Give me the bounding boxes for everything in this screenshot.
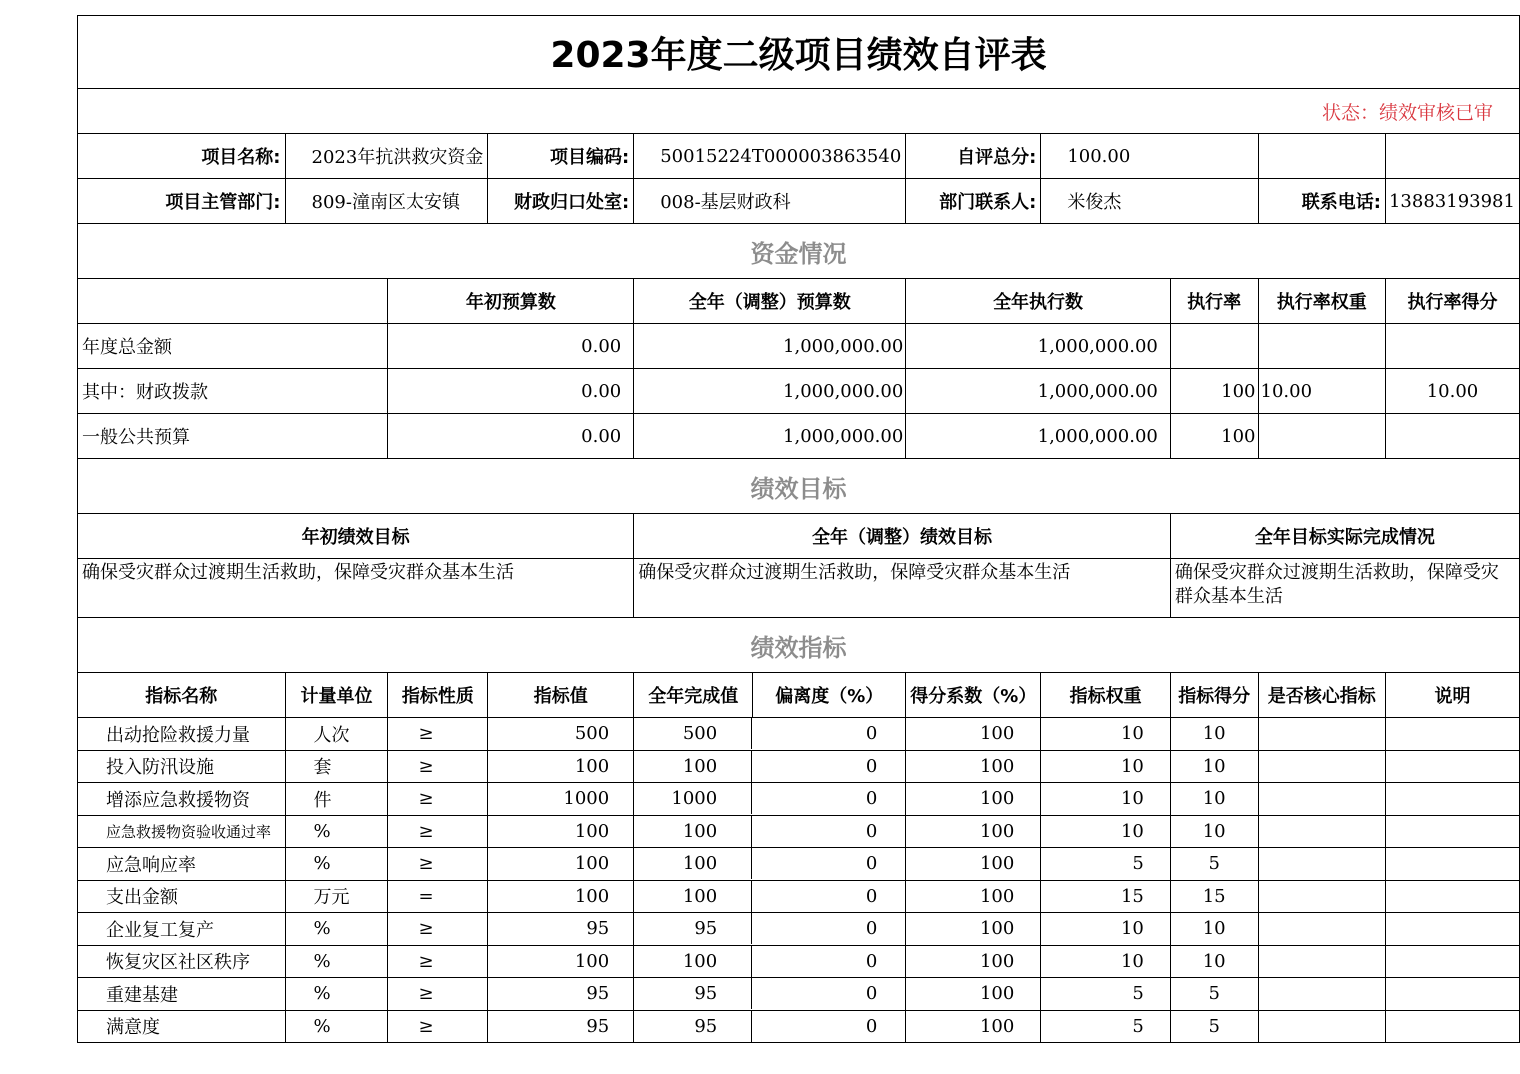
- indicator-coef: 100: [906, 913, 1041, 946]
- funds-weight: [1258, 414, 1385, 459]
- funds-weight: 10.00: [1258, 369, 1385, 414]
- indicator-unit: %: [285, 913, 388, 946]
- split-wrapper: [634, 1011, 905, 1042]
- funds-header: 年初预算数: [388, 279, 634, 324]
- indicator-coef: 100: [906, 848, 1041, 881]
- indicator-score: 10: [1170, 945, 1258, 978]
- funds-section-title: 资金情况: [78, 224, 1520, 279]
- indicator-core: [1258, 978, 1385, 1011]
- funds-header: 全年执行数: [906, 279, 1171, 324]
- indicator-split-cell: [634, 815, 906, 848]
- indicator-row: [78, 913, 1520, 946]
- funds-row-name: 一般公共预算: [78, 414, 388, 459]
- indicator-header: 全年完成值: [634, 673, 753, 717]
- indicator-target: 500: [488, 718, 634, 751]
- project-name-value: 2023年抗洪救灾资金: [285, 134, 488, 179]
- indicator-unit: %: [285, 978, 388, 1011]
- indicator-split-cell: [634, 848, 906, 881]
- indicator-weight: 10: [1041, 718, 1171, 751]
- indicator-unit: %: [285, 1010, 388, 1043]
- split-wrapper: [634, 673, 905, 717]
- funds-row: [78, 324, 1520, 369]
- indicator-actual: 100: [634, 751, 752, 782]
- funds-header: 执行率: [1170, 279, 1258, 324]
- goal-initial: 确保受灾群众过渡期生活救助，保障受灾群众基本生活: [78, 559, 634, 618]
- project-code-label: 项目编码:: [488, 134, 634, 179]
- funds-executed: 1,000,000.00: [906, 414, 1171, 459]
- empty-cell: [1258, 134, 1385, 179]
- funds-row-name: 其中：财政拨款: [78, 369, 388, 414]
- indicator-unit: %: [285, 945, 388, 978]
- indicator-header: 计量单位: [285, 673, 388, 718]
- indicator-target: 100: [488, 815, 634, 848]
- split-wrapper: [634, 718, 905, 749]
- indicator-target: 95: [488, 1010, 634, 1043]
- indicator-name: 企业复工复产: [78, 913, 286, 946]
- indicator-target: 100: [488, 848, 634, 881]
- indicator-score: 10: [1170, 718, 1258, 751]
- indicator-row: [78, 848, 1520, 881]
- indicator-nature: ≥: [388, 783, 488, 816]
- funds-row: [78, 414, 1520, 459]
- indicator-weight: 5: [1041, 1010, 1171, 1043]
- indicator-row: [78, 750, 1520, 783]
- indicator-score: 10: [1170, 783, 1258, 816]
- indicator-header-split: [634, 673, 906, 718]
- indicator-deviation: 0: [865, 755, 878, 777]
- indicator-row: [78, 880, 1520, 913]
- indicator-row: [78, 815, 1520, 848]
- indicator-nature: ≥: [388, 848, 488, 881]
- indicator-deviation: 0: [865, 853, 878, 875]
- indicator-target: 95: [488, 978, 634, 1011]
- funds-score: [1385, 324, 1519, 369]
- indicator-coef: 100: [906, 750, 1041, 783]
- indicator-split-cell: [634, 880, 906, 913]
- indicator-split-cell: [634, 1010, 906, 1043]
- goal-adjusted: 确保受灾群众过渡期生活救助，保障受灾群众基本生活: [634, 559, 1171, 618]
- goals-header: 年初绩效目标: [78, 514, 634, 559]
- indicator-deviation: 0: [865, 1015, 878, 1037]
- indicator-actual: 95: [634, 978, 752, 1009]
- project-name-label: 项目名称:: [78, 134, 286, 179]
- funds-row: [78, 369, 1520, 414]
- indicator-header: 指标权重: [1041, 673, 1171, 718]
- indicator-split-cell: [634, 978, 906, 1011]
- indicator-header: 指标性质: [388, 673, 488, 718]
- indicator-nature: =: [388, 880, 488, 913]
- split-wrapper: [634, 946, 905, 977]
- indicator-name: 出动抢险救援力量: [78, 718, 286, 751]
- indicator-unit: %: [285, 848, 388, 881]
- indicator-note: [1385, 1010, 1519, 1043]
- indicator-note: [1385, 978, 1519, 1011]
- indicator-deviation: 0: [865, 950, 878, 972]
- funds-row-name: 年度总金额: [78, 324, 388, 369]
- funds-initial: 0.00: [388, 414, 634, 459]
- indicator-note: [1385, 913, 1519, 946]
- indicator-name: 增添应急救援物资: [78, 783, 286, 816]
- indicator-unit: 件: [285, 783, 388, 816]
- indicator-weight: 10: [1041, 783, 1171, 816]
- indicator-unit: 套: [285, 750, 388, 783]
- indicator-core: [1258, 718, 1385, 751]
- indicator-note: [1385, 945, 1519, 978]
- indicator-core: [1258, 750, 1385, 783]
- indicator-score: 10: [1170, 815, 1258, 848]
- indicator-core: [1258, 815, 1385, 848]
- indicator-row: [78, 1010, 1520, 1043]
- funds-header: 全年（调整）预算数: [634, 279, 906, 324]
- indicator-actual: 500: [634, 718, 752, 749]
- split-wrapper: [634, 978, 905, 1009]
- indicator-note: [1385, 880, 1519, 913]
- indicator-score: 5: [1170, 848, 1258, 881]
- indicator-name: 重建基建: [78, 978, 286, 1011]
- indicator-deviation: 0: [865, 983, 878, 1005]
- indicator-deviation: 0: [865, 918, 878, 940]
- indicator-score: 15: [1170, 880, 1258, 913]
- indicator-header: 指标得分: [1170, 673, 1258, 718]
- indicator-coef: 100: [906, 880, 1041, 913]
- indicator-nature: ≥: [388, 978, 488, 1011]
- indicator-name: 支出金额: [78, 880, 286, 913]
- indicator-header: 说明: [1385, 673, 1519, 718]
- indicator-weight: 5: [1041, 978, 1171, 1011]
- indicators-section-title: 绩效指标: [78, 618, 1520, 673]
- indicator-deviation: 0: [865, 885, 878, 907]
- indicator-core: [1258, 848, 1385, 881]
- funds-rate: 100: [1170, 369, 1258, 414]
- phone-value: 13883193981: [1385, 179, 1519, 224]
- funds-adjusted: 1,000,000.00: [634, 414, 906, 459]
- score-label: 自评总分:: [906, 134, 1041, 179]
- indicator-core: [1258, 880, 1385, 913]
- indicator-weight: 5: [1041, 848, 1171, 881]
- indicator-split-cell: [634, 913, 906, 946]
- empty-cell: [78, 279, 388, 324]
- indicator-split-cell: [634, 945, 906, 978]
- indicator-nature: ≥: [388, 913, 488, 946]
- funds-initial: 0.00: [388, 324, 634, 369]
- dept-label: 项目主管部门:: [78, 179, 286, 224]
- indicator-split-cell: [634, 750, 906, 783]
- indicator-coef: 100: [906, 783, 1041, 816]
- indicator-unit: 万元: [285, 880, 388, 913]
- page-title: 2023年度二级项目绩效自评表: [78, 16, 1520, 89]
- indicator-weight: 15: [1041, 880, 1171, 913]
- funds-rate: 100: [1170, 414, 1258, 459]
- funds-score: 10.00: [1385, 369, 1519, 414]
- indicator-score: 10: [1170, 913, 1258, 946]
- indicator-coef: 100: [906, 1010, 1041, 1043]
- indicator-coef: 100: [906, 815, 1041, 848]
- goals-section-title: 绩效目标: [78, 459, 1520, 514]
- empty-cell: [1385, 134, 1519, 179]
- indicator-target: 100: [488, 750, 634, 783]
- indicator-unit: 人次: [285, 718, 388, 751]
- contact-label: 部门联系人:: [906, 179, 1041, 224]
- indicator-actual: 100: [634, 946, 752, 977]
- funds-executed: 1,000,000.00: [906, 324, 1171, 369]
- indicator-core: [1258, 945, 1385, 978]
- indicator-actual: 100: [634, 881, 752, 912]
- indicator-core: [1258, 913, 1385, 946]
- indicator-score: 5: [1170, 1010, 1258, 1043]
- funds-executed: 1,000,000.00: [906, 369, 1171, 414]
- indicator-unit: %: [285, 815, 388, 848]
- indicator-header: 偏离度（%）: [775, 686, 884, 707]
- funds-adjusted: 1,000,000.00: [634, 369, 906, 414]
- project-code-value: 50015224T000003863540: [634, 134, 906, 179]
- indicator-nature: ≥: [388, 815, 488, 848]
- indicator-note: [1385, 848, 1519, 881]
- funds-header: 执行率得分: [1385, 279, 1519, 324]
- indicator-target: 100: [488, 945, 634, 978]
- funds-score: [1385, 414, 1519, 459]
- indicator-actual: 100: [634, 816, 752, 847]
- indicator-nature: ≥: [388, 750, 488, 783]
- funds-adjusted: 1,000,000.00: [634, 324, 906, 369]
- indicator-actual: 95: [634, 913, 752, 944]
- indicator-deviation: 0: [865, 820, 878, 842]
- indicator-split-cell: [634, 718, 906, 751]
- indicator-note: [1385, 815, 1519, 848]
- status-text: 状态：绩效审核已审: [78, 89, 1520, 134]
- performance-table: [77, 15, 1520, 1043]
- indicator-actual: 100: [634, 848, 752, 879]
- indicator-name: 投入防汛设施: [78, 750, 286, 783]
- indicator-core: [1258, 783, 1385, 816]
- funds-initial: 0.00: [388, 369, 634, 414]
- indicator-target: 100: [488, 880, 634, 913]
- phone-label: 联系电话:: [1258, 179, 1385, 224]
- split-wrapper: [634, 848, 905, 879]
- indicator-target: 1000: [488, 783, 634, 816]
- indicator-note: [1385, 718, 1519, 751]
- indicator-nature: ≥: [388, 945, 488, 978]
- indicator-name: 满意度: [78, 1010, 286, 1043]
- split-wrapper: [634, 881, 905, 912]
- indicator-header: 指标名称: [78, 673, 286, 718]
- indicator-deviation: 0: [865, 723, 878, 745]
- goal-actual: 确保受灾群众过渡期生活救助，保障受灾群众基本生活: [1170, 559, 1519, 618]
- indicator-name: 应急救援物资验收通过率: [78, 815, 286, 848]
- indicator-header: 是否核心指标: [1258, 673, 1385, 718]
- goals-header: 全年（调整）绩效目标: [634, 514, 1171, 559]
- split-wrapper: [634, 751, 905, 782]
- split-wrapper: [634, 913, 905, 944]
- funds-weight: [1258, 324, 1385, 369]
- indicator-weight: 10: [1041, 815, 1171, 848]
- contact-value: 米俊杰: [1041, 179, 1258, 224]
- finance-label: 财政归口处室:: [488, 179, 634, 224]
- indicator-header: 指标值: [488, 673, 634, 718]
- indicator-row: [78, 783, 1520, 816]
- indicator-header: 得分系数（%）: [906, 673, 1041, 718]
- indicator-note: [1385, 783, 1519, 816]
- indicator-row: [78, 978, 1520, 1011]
- indicator-split-cell: [634, 783, 906, 816]
- indicator-core: [1258, 1010, 1385, 1043]
- indicator-row: [78, 945, 1520, 978]
- indicator-actual: 95: [634, 1011, 752, 1042]
- indicator-coef: 100: [906, 718, 1041, 751]
- funds-header: 执行率权重: [1258, 279, 1385, 324]
- indicator-weight: 10: [1041, 750, 1171, 783]
- funds-rate: [1170, 324, 1258, 369]
- indicator-weight: 10: [1041, 913, 1171, 946]
- split-wrapper: [634, 783, 905, 814]
- indicator-row: [78, 718, 1520, 751]
- indicator-actual: 1000: [634, 783, 752, 814]
- score-value: 100.00: [1041, 134, 1258, 179]
- indicator-coef: 100: [906, 978, 1041, 1011]
- indicator-deviation: 0: [865, 788, 878, 810]
- indicator-weight: 10: [1041, 945, 1171, 978]
- indicator-nature: ≥: [388, 718, 488, 751]
- indicator-name: 应急响应率: [78, 848, 286, 881]
- indicator-score: 5: [1170, 978, 1258, 1011]
- indicator-nature: ≥: [388, 1010, 488, 1043]
- dept-value: 809-潼南区太安镇: [285, 179, 488, 224]
- indicator-score: 10: [1170, 750, 1258, 783]
- indicator-coef: 100: [906, 945, 1041, 978]
- indicator-note: [1385, 750, 1519, 783]
- indicator-name: 恢复灾区社区秩序: [78, 945, 286, 978]
- goals-header: 全年目标实际完成情况: [1170, 514, 1519, 559]
- split-wrapper: [634, 816, 905, 847]
- finance-value: 008-基层财政科: [634, 179, 906, 224]
- indicator-target: 95: [488, 913, 634, 946]
